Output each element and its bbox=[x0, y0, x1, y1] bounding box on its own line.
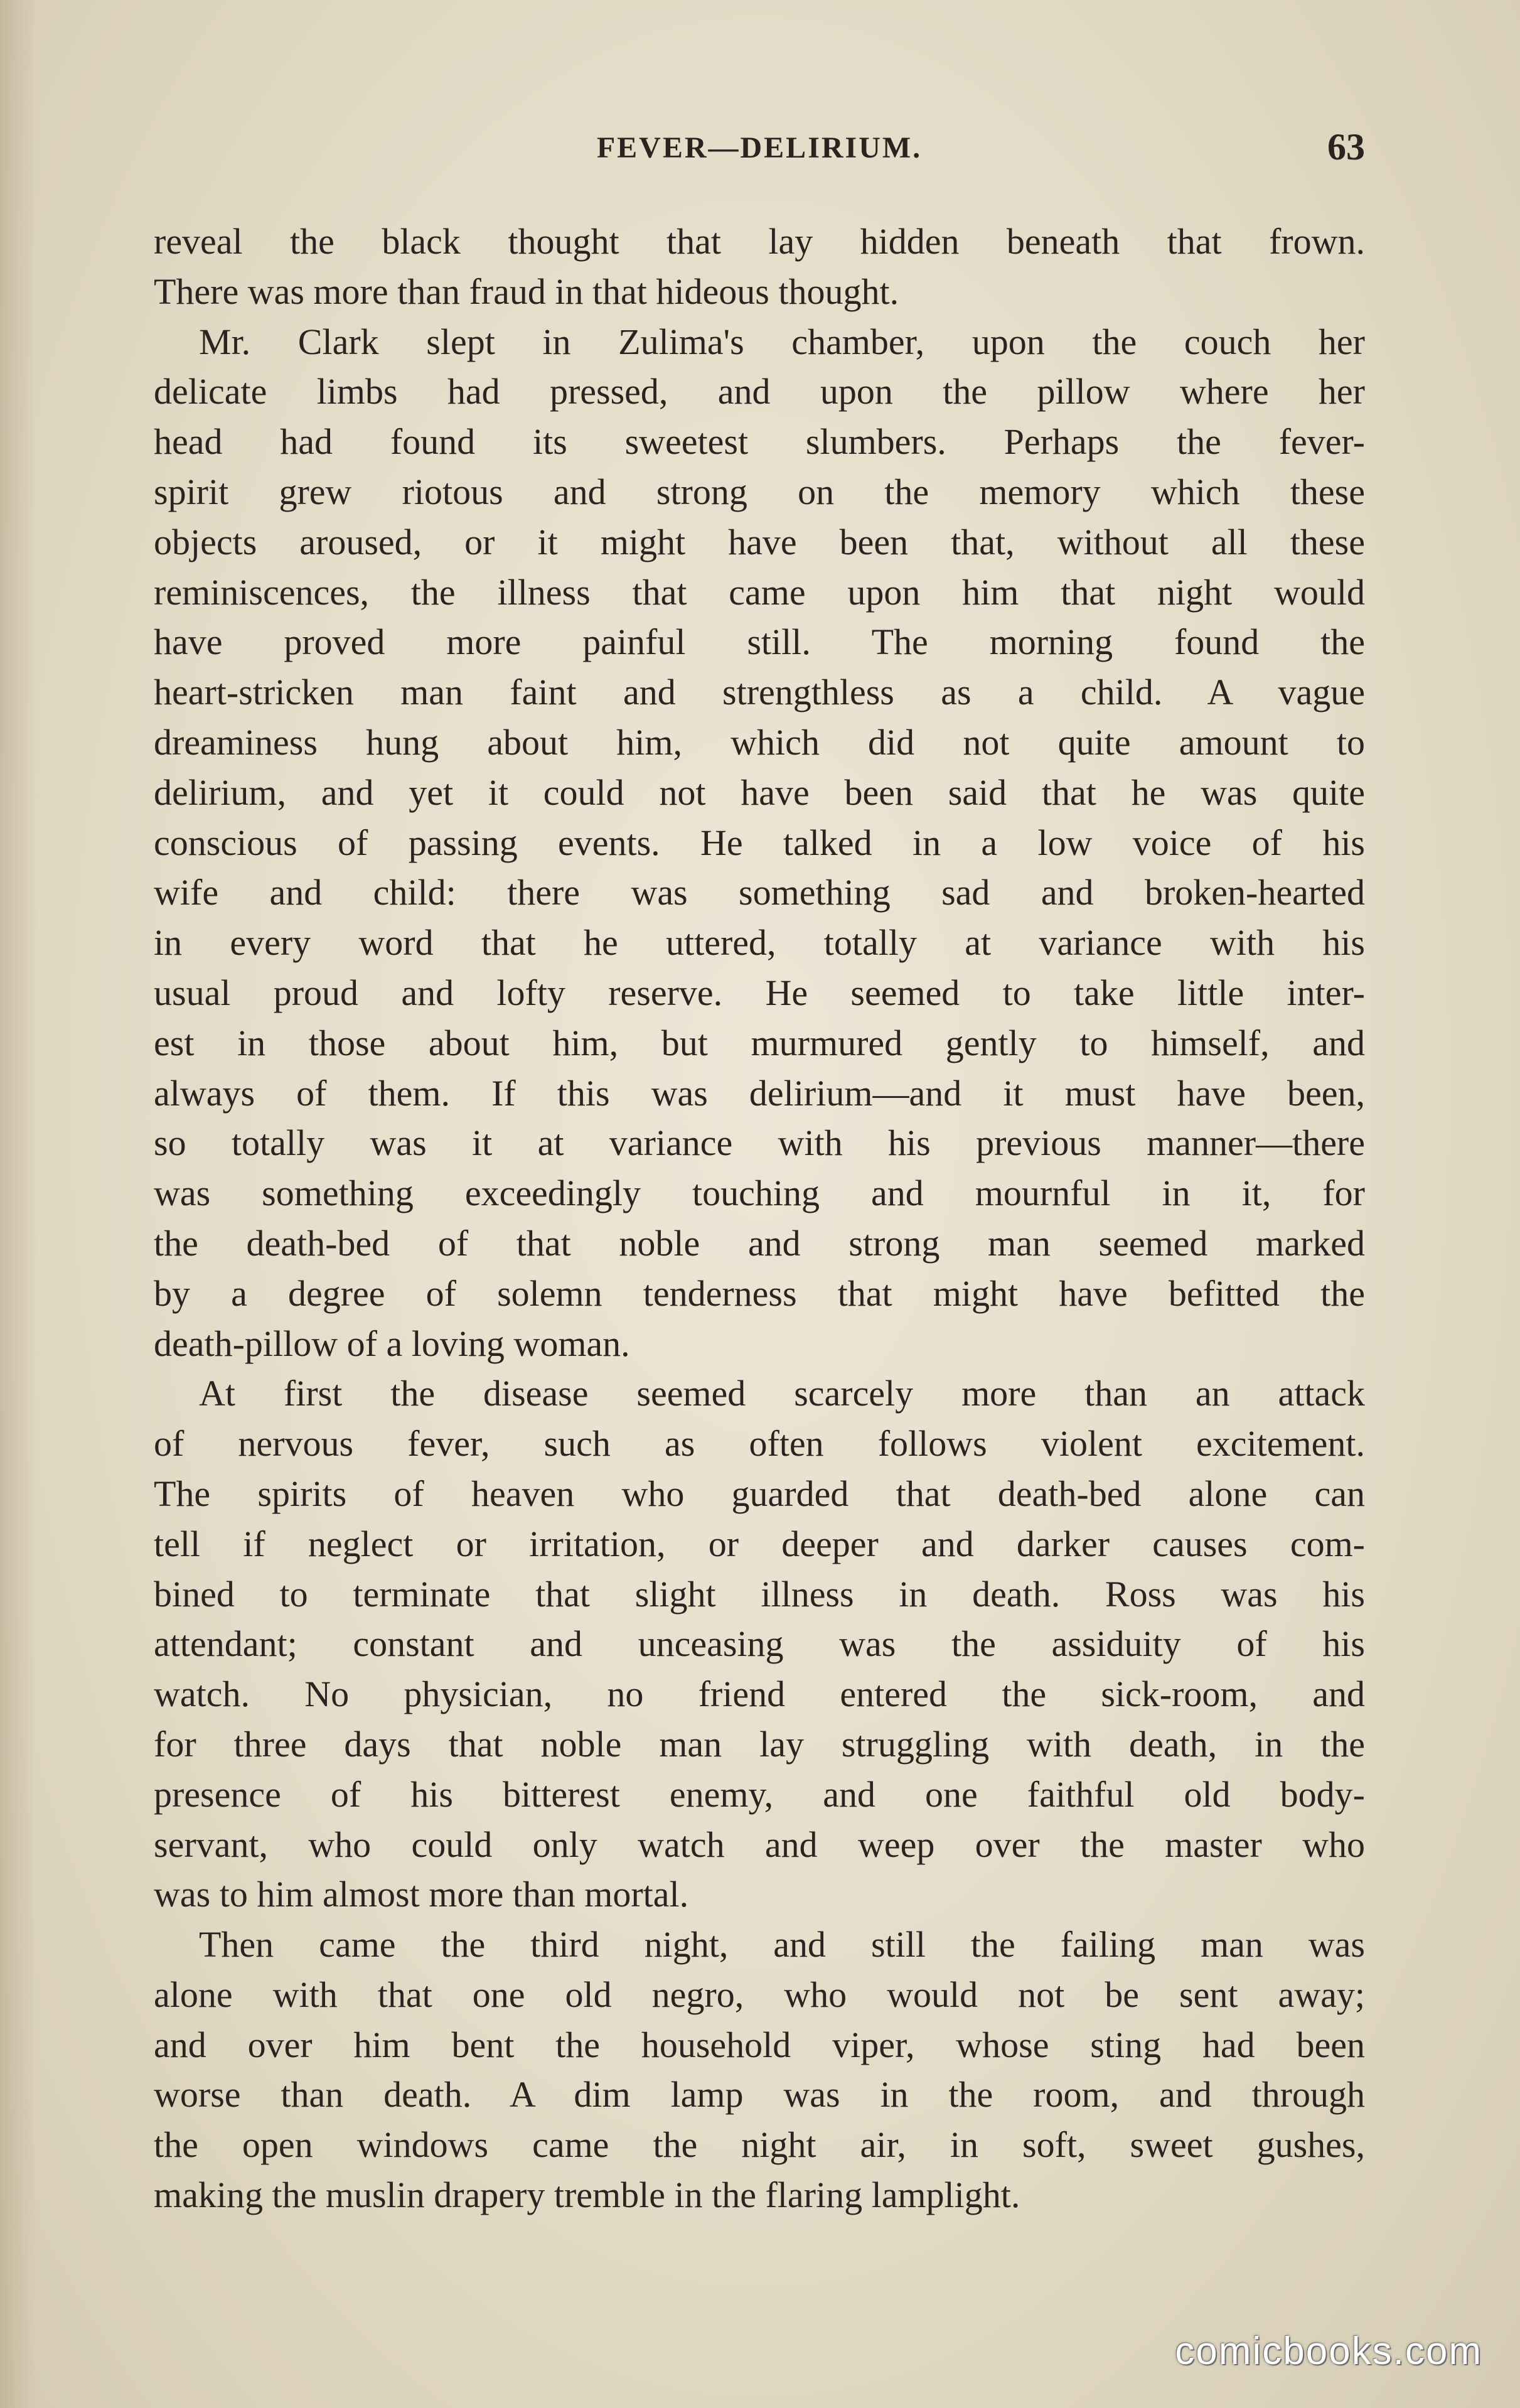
text-line: by a degree of solemn tenderness that might have befitted the bbox=[154, 1272, 1365, 1314]
text-line: the death-bed of that noble and strong man seemed marked bbox=[154, 1222, 1365, 1264]
text-line: was something exceedingly touching and mournful in it, for bbox=[154, 1173, 1365, 1214]
paragraph bbox=[154, 1368, 1365, 1920]
text-line: always of them. If this was delirium—and it must have been, bbox=[154, 1072, 1365, 1114]
text-line: Mr. Clark slept in Zulima's chamber, upon the couch her bbox=[199, 321, 1365, 362]
text-line: head had found its sweetest slumbers. Perhaps the fever- bbox=[154, 421, 1365, 463]
text-line: dreaminess hung about him, which did not quite amount to bbox=[154, 721, 1365, 763]
text-line: and over him bent the household viper, whose sting had been bbox=[154, 2024, 1365, 2065]
text-line: in every word that he uttered, totally at variance with his bbox=[154, 922, 1365, 964]
text-line: delicate limbs had pressed, and upon the pillow where her bbox=[154, 371, 1365, 412]
text-line: so totally was it at variance with his previous manner—there bbox=[154, 1122, 1365, 1164]
text-line: tell if neglect or irritation, or deeper and darker causes com- bbox=[154, 1523, 1365, 1564]
page-number: 63 bbox=[1327, 126, 1365, 168]
text-line: bined to terminate that slight illness in death. Ross was his bbox=[154, 1573, 1365, 1615]
page-edge-shadow bbox=[0, 0, 38, 2408]
text-line: The spirits of heaven who guarded that death-bed alone can bbox=[154, 1473, 1365, 1514]
paragraph bbox=[154, 1920, 1365, 2220]
text-line: servant, who could only watch and weep over the master who bbox=[154, 1824, 1365, 1865]
text-line: death-pillow of a loving woman. bbox=[154, 1323, 630, 1364]
text-line: est in those about him, but murmured gently to himself, and bbox=[154, 1022, 1365, 1063]
text-line: There was more than fraud in that hideous thought. bbox=[154, 271, 899, 312]
text-line: making the muslin drapery tremble in the flaring lamplight. bbox=[154, 2174, 1020, 2216]
text-line: heart-stricken man faint and strengthless as a child. A vague bbox=[154, 672, 1365, 713]
text-line: delirium, and yet it could not have been said that he was quite bbox=[154, 771, 1365, 813]
text-line: have proved more painful still. The morning found the bbox=[154, 621, 1365, 663]
text-line: watch. No physician, no friend entered the sick-room, and bbox=[154, 1674, 1365, 1715]
text-line: At first the disease seemed scarcely more than an attack bbox=[199, 1373, 1365, 1414]
text-line: worse than death. A dim lamp was in the room, and through bbox=[154, 2074, 1365, 2115]
text-line: Then came the third night, and still the failing man was bbox=[199, 1924, 1365, 1965]
text-line: for three days that noble man lay struggling with death, in the bbox=[154, 1723, 1365, 1765]
text-line: alone with that one old negro, who would not be sent away; bbox=[154, 1974, 1365, 2015]
running-title: FEVER—DELIRIUM. bbox=[596, 131, 923, 164]
text-line: reveal the black thought that lay hidden beneath that frown. bbox=[154, 221, 1365, 262]
text-line: reminiscences, the illness that came upon him that night would bbox=[154, 571, 1365, 613]
text-line: the open windows came the night air, in soft, sweet gushes, bbox=[154, 2124, 1365, 2166]
text-line: attendant; constant and unceasing was the assiduity of his bbox=[154, 1623, 1365, 1665]
paragraph bbox=[154, 217, 1365, 317]
text-line: wife and child: there was something sad and broken-hearted bbox=[154, 872, 1365, 913]
paragraph bbox=[154, 317, 1365, 1369]
text-line: was to him almost more than mortal. bbox=[154, 1874, 689, 1915]
body-text bbox=[154, 217, 1365, 2220]
text-line: of nervous fever, such as often follows violent excitement. bbox=[154, 1423, 1365, 1465]
text-line: conscious of passing events. He talked in a low voice of his bbox=[154, 822, 1365, 863]
text-line: objects aroused, or it might have been that, without all these bbox=[154, 521, 1365, 562]
text-line: usual proud and lofty reserve. He seemed to take little inter- bbox=[154, 972, 1365, 1013]
running-head bbox=[154, 119, 1365, 176]
text-line: spirit grew riotous and strong on the memory which these bbox=[154, 471, 1365, 512]
text-line: presence of his bitterest enemy, and one faithful old body- bbox=[154, 1773, 1365, 1815]
watermark: comicbooks.com bbox=[1175, 2330, 1482, 2373]
